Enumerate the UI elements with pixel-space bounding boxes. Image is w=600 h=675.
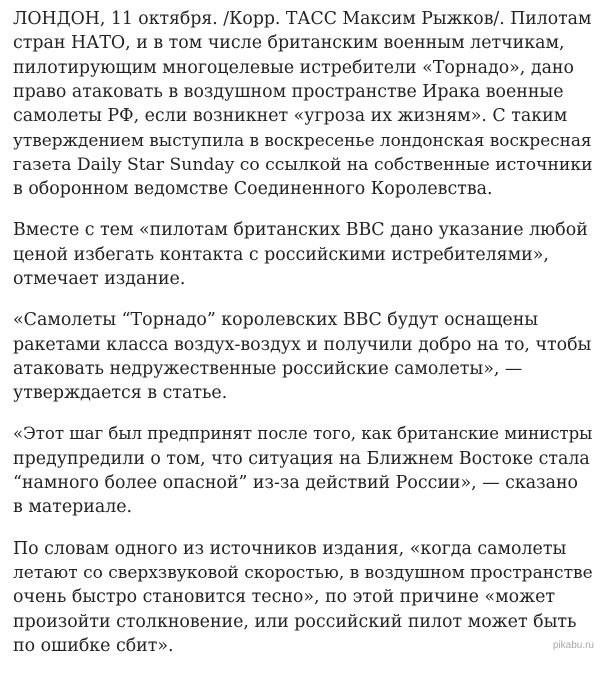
paragraph xyxy=(13,308,595,405)
text-line: «Самолеты “Торнадо” королевских ВВС будут оснащены xyxy=(13,310,539,331)
text-line: ЛОНДОН, 11 октября. /Корр. ТАСС Максим Рыжков/. Пилотам xyxy=(13,9,592,29)
text-line: ракетами класса воздух-воздух и получили добро на то, чтобы xyxy=(13,334,592,355)
text-line: самолеты РФ, если возникнет «угроза их жизням». С таким xyxy=(13,106,568,127)
text-line: очень быстро становится тесно», по этой причине «может xyxy=(13,587,555,608)
text-line: пилотирующим многоцелевые истребители «Торнадо», дано xyxy=(13,57,574,78)
text-line: ценой избегать контакта с российскими истребителями», xyxy=(13,244,549,265)
paragraph xyxy=(13,7,595,201)
text-line: произойти столкновение, или российский пилот может быть xyxy=(13,611,577,632)
text-line: По словам одного из источников издания, «когда самолеты xyxy=(13,538,567,559)
text-line: газета Daily Star Sunday со ссылкой на собственные источники xyxy=(13,154,593,175)
text-line: право атаковать в воздушном пространстве Ирака военные xyxy=(13,81,564,102)
article-body xyxy=(13,7,595,675)
text-line: утверждается в статье. xyxy=(13,383,228,404)
text-line: “намного более опасной” из-за действий России», — сказано xyxy=(13,473,579,494)
text-line: «Этот шаг был предпринят после того, как британские министры xyxy=(13,424,593,444)
text-line: предупредили о том, что ситуация на Ближнем Востоке стала xyxy=(13,448,590,469)
paragraph xyxy=(13,537,595,658)
text-line: отмечает издание. xyxy=(13,268,186,289)
paragraph xyxy=(13,422,595,519)
text-line: утверждением выступила в воскресенье лондонская воскресная xyxy=(13,130,592,151)
watermark: pikabu.ru xyxy=(552,640,594,651)
text-line: в материале. xyxy=(13,497,133,518)
paragraph xyxy=(13,218,595,291)
text-line: атаковать недружественные российские самолеты», — xyxy=(13,358,523,379)
text-line: стран НАТО, и в том числе британским военным летчикам, xyxy=(13,33,565,54)
text-line: Вместе с тем «пилотам британских ВВС дано указание любой xyxy=(13,220,588,241)
text-line: по ошибке сбит». xyxy=(13,635,174,656)
text-line: в оборонном ведомстве Соединенного Королевства. xyxy=(13,179,493,200)
text-line: летают со сверхзвуковой скоростью, в воздушном пространстве xyxy=(13,562,593,583)
